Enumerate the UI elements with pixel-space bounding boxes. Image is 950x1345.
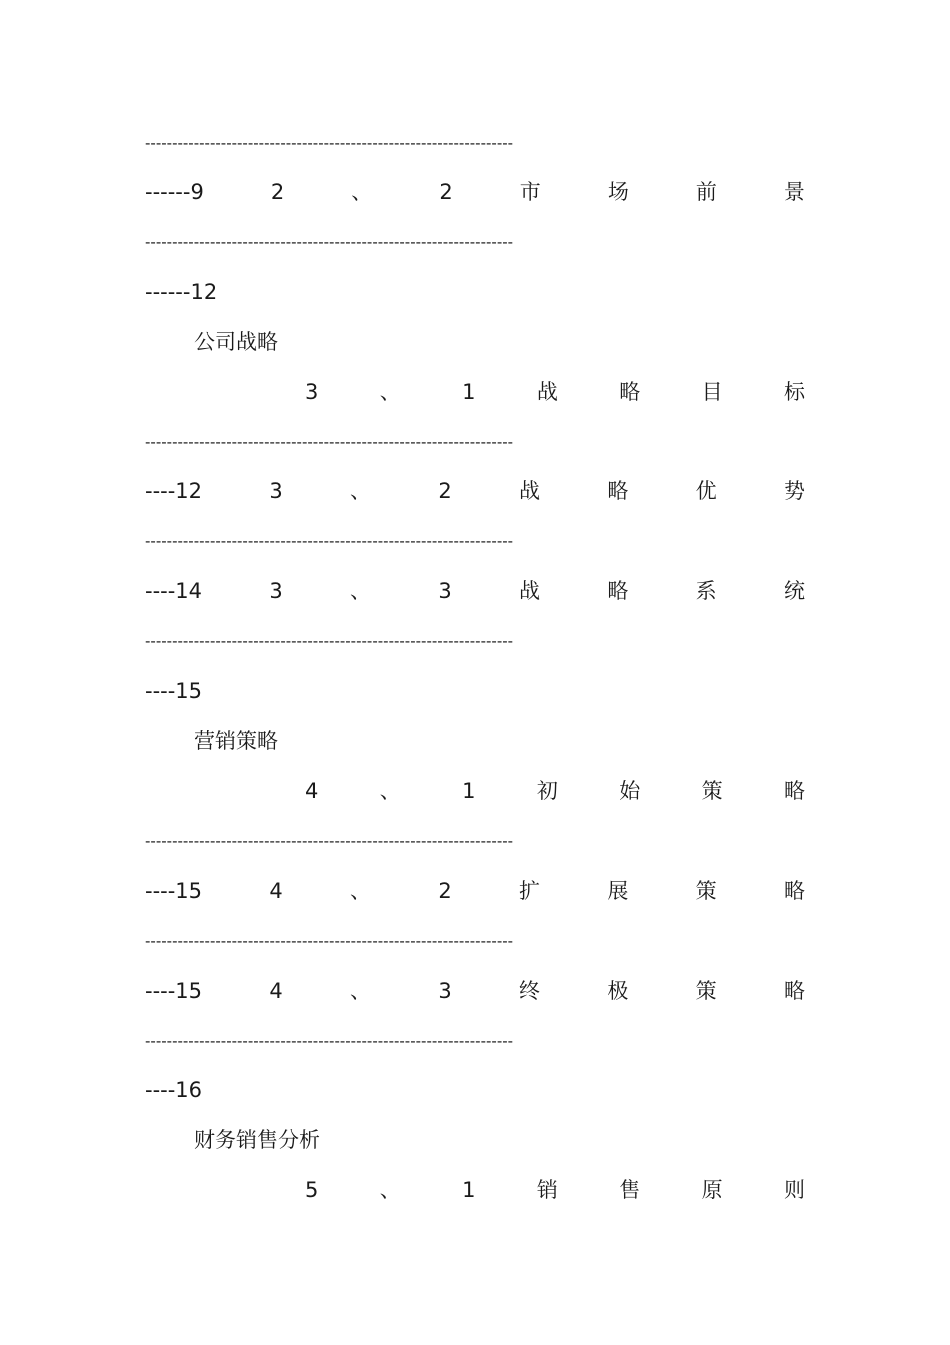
toc-cell: 、	[350, 479, 372, 503]
toc-cell: 战	[536, 380, 558, 404]
toc-cell: 、	[379, 380, 401, 404]
dotted-leader: --------------------------------------------------------------------	[145, 532, 514, 550]
toc-row	[145, 1075, 805, 1105]
toc-cell: ----14	[145, 579, 203, 603]
toc-cell: 策	[695, 979, 717, 1003]
toc-cell: 略	[607, 579, 629, 603]
toc-cell: 始	[619, 779, 641, 803]
toc-cell: ----16	[145, 1078, 203, 1102]
toc-cell: 5	[305, 1178, 319, 1202]
toc-cell: ----12	[145, 479, 203, 503]
toc-cell: 4	[269, 979, 283, 1003]
dotted-leader: --------------------------------------------------------------------	[145, 832, 514, 850]
toc-cell: 战	[519, 479, 541, 503]
toc-cell: 展	[607, 879, 629, 903]
section-heading: 公司战略	[194, 330, 278, 354]
toc-cell: 销	[536, 1178, 558, 1202]
toc-cell: 略	[783, 879, 805, 903]
toc-cell: 势	[783, 479, 805, 503]
section-heading: 营销策略	[194, 729, 278, 753]
toc-cell: 售	[619, 1178, 641, 1202]
toc-cell: 1	[462, 1178, 476, 1202]
toc-cell: 4	[305, 779, 319, 803]
toc-cell: 市	[519, 180, 541, 204]
toc-cell: 则	[784, 1178, 805, 1202]
toc-cell: 战	[519, 579, 541, 603]
toc-cell: 目	[701, 380, 723, 404]
section-heading: 财务销售分析	[194, 1128, 320, 1152]
toc-cell: 3	[305, 380, 319, 404]
toc-cell: ----15	[145, 979, 203, 1003]
toc-cell: 终	[519, 979, 541, 1003]
toc-cell: 、	[350, 879, 372, 903]
toc-cell: 优	[695, 479, 717, 503]
dotted-leader: --------------------------------------------------------------------	[145, 632, 514, 650]
dotted-leader: --------------------------------------------------------------------	[145, 1032, 514, 1050]
toc-cell: 标	[784, 380, 805, 404]
dotted-leader: --------------------------------------------------------------------	[145, 134, 514, 152]
toc-cell: 初	[536, 779, 558, 803]
toc-cell: 2	[270, 180, 285, 204]
toc-cell: 、	[350, 579, 372, 603]
toc-cell: 2	[438, 879, 452, 903]
toc-cell: ------9	[145, 180, 204, 204]
toc-row	[305, 776, 805, 806]
toc-cell: ----15	[145, 679, 203, 703]
toc-cell: 1	[462, 380, 476, 404]
dotted-leader: --------------------------------------------------------------------	[145, 433, 514, 451]
toc-row	[145, 576, 805, 606]
toc-cell: 策	[695, 879, 717, 903]
toc-row	[305, 1175, 805, 1205]
toc-cell: 4	[269, 879, 283, 903]
toc-cell: 、	[379, 1178, 401, 1202]
toc-cell: 3	[269, 479, 283, 503]
toc-cell: 略	[619, 380, 641, 404]
dotted-leader: --------------------------------------------------------------------	[145, 233, 514, 251]
toc-cell: 统	[783, 579, 805, 603]
toc-cell: ------12	[145, 280, 218, 304]
toc-cell: 略	[784, 779, 805, 803]
toc-cell: 原	[701, 1178, 723, 1202]
toc-row	[145, 177, 805, 207]
toc-cell: 2	[439, 180, 453, 204]
toc-cell: 、	[379, 779, 401, 803]
toc-cell: 略	[607, 479, 629, 503]
toc-cell: 景	[783, 180, 805, 204]
toc-cell: 3	[269, 579, 283, 603]
toc-cell: 2	[438, 479, 452, 503]
toc-cell: 系	[695, 579, 717, 603]
toc-cell: 略	[783, 979, 805, 1003]
toc-cell: 扩	[519, 879, 541, 903]
toc-row	[145, 277, 805, 307]
toc-cell: 极	[607, 979, 629, 1003]
toc-row	[145, 876, 805, 906]
dotted-leader: --------------------------------------------------------------------	[145, 932, 514, 950]
toc-cell: ----15	[145, 879, 203, 903]
toc-row	[305, 377, 805, 407]
toc-cell: 前	[695, 180, 717, 204]
toc-cell: 、	[351, 180, 373, 204]
toc-cell: 1	[462, 779, 476, 803]
toc-row	[145, 976, 805, 1006]
toc-cell: 场	[607, 180, 629, 204]
toc-row	[145, 476, 805, 506]
toc-cell: 策	[701, 779, 723, 803]
toc-row	[145, 676, 805, 706]
toc-cell: 、	[350, 979, 372, 1003]
toc-cell: 3	[438, 579, 452, 603]
toc-cell: 3	[438, 979, 452, 1003]
